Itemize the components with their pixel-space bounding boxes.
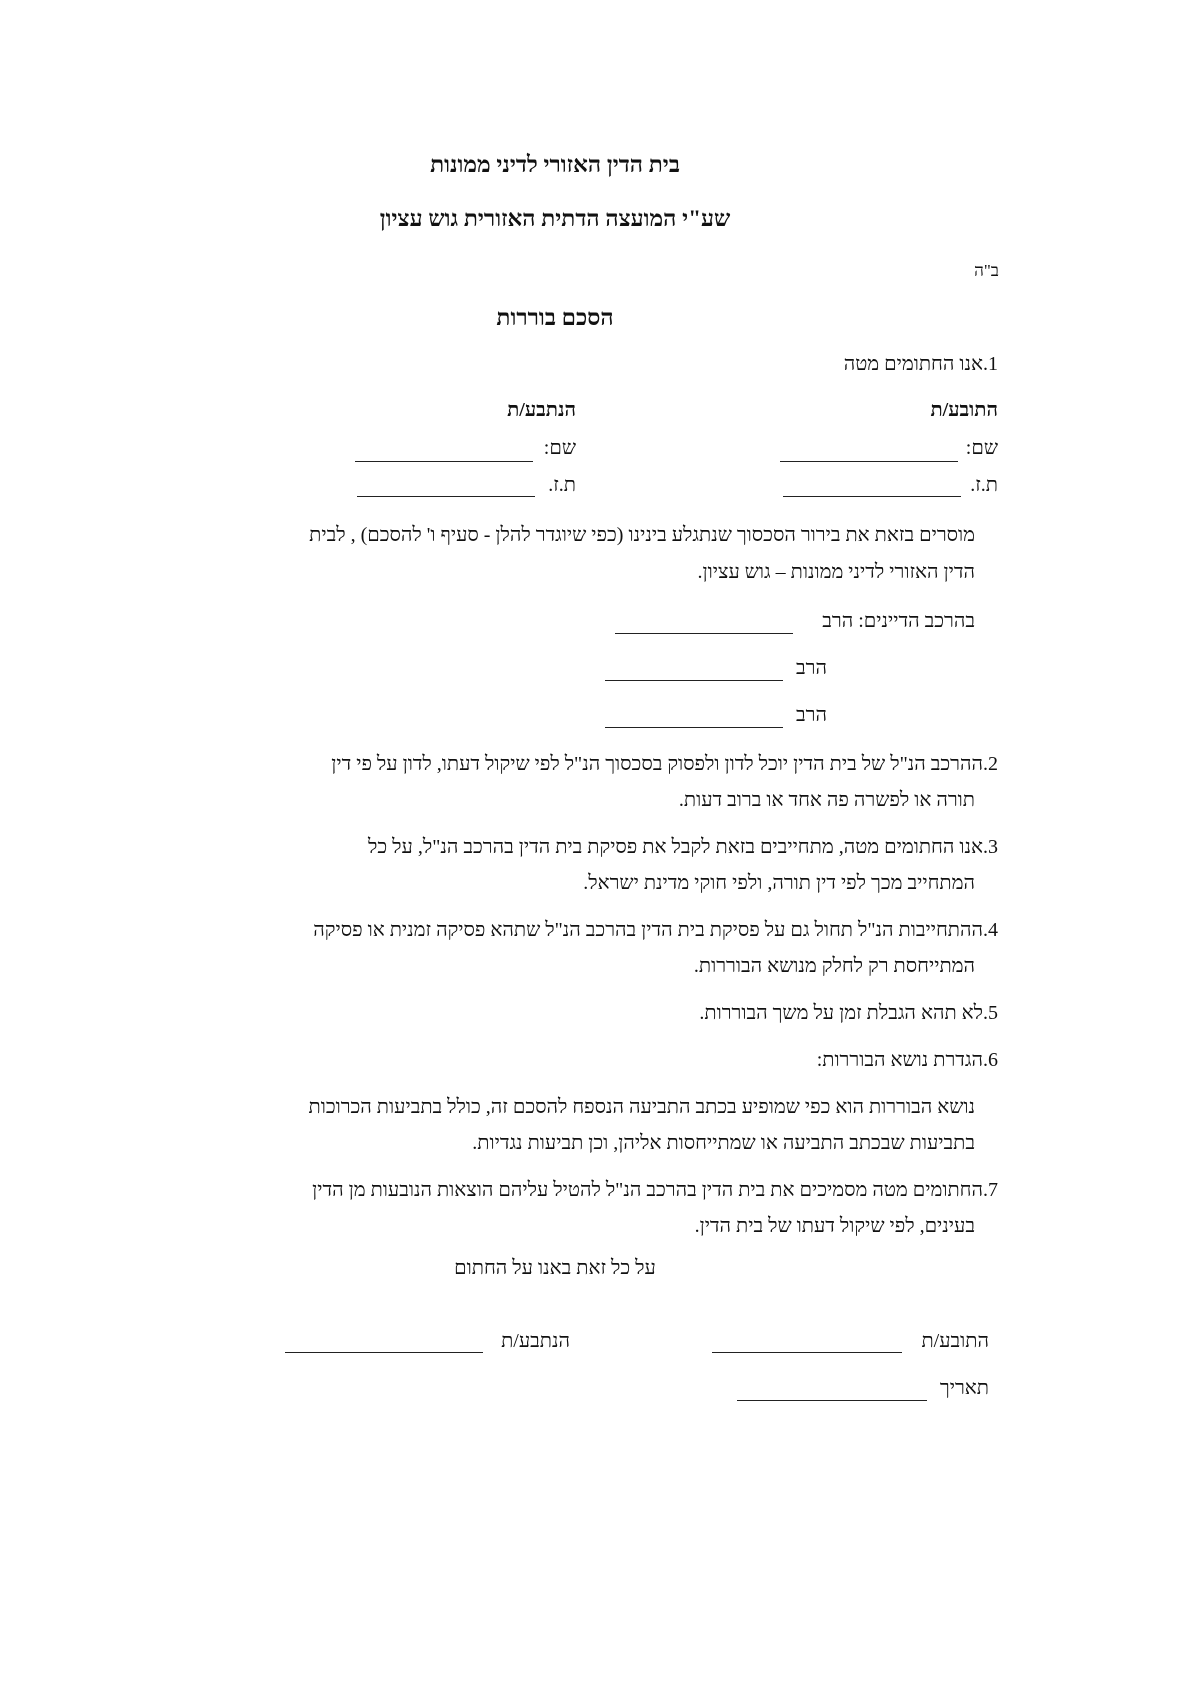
- court-name: בית הדין האזורי לדיני ממונות: [430, 152, 680, 177]
- sponsor-line: שע"י המועצה הדתית האזורית גוש עציון: [379, 206, 731, 231]
- date-label: תאריך: [939, 1377, 989, 1399]
- defendant-name-label: שם:: [543, 437, 576, 459]
- plaintiff-signature-field[interactable]: [712, 1352, 902, 1353]
- clause-3-line2: המתחייב מכך לפי דין תורה, ולפי חוקי מדינת ישראל.: [583, 872, 975, 894]
- defendant-id-field[interactable]: [357, 496, 535, 497]
- defendant-signature-field[interactable]: [285, 1352, 483, 1353]
- clause-7-line2: בעינים, לפי שיקול דעתו של בית הדין.: [694, 1215, 975, 1237]
- clause-7-number: 7.: [983, 1179, 998, 1201]
- plaintiff-id-label: ת.ז.: [970, 474, 998, 496]
- clause-6-number: 6.: [983, 1049, 998, 1071]
- clause-2-number: 2.: [983, 753, 998, 775]
- plaintiff-heading: התובע/ת: [930, 399, 998, 421]
- clause-4-text: ההתחייבות הנ"ל תחול גם על פסיקת בית הדין בהרכב הנ"ל שתהא פסיקה זמנית או פסיקה: [313, 919, 983, 941]
- clause-6-line1: נושא הבוררות הוא כפי שמופיע בכתב התביעה הנספח להסכם זה, כולל בתביעות הכרוכות: [308, 1096, 975, 1118]
- clause-6-heading: [817, 1043, 998, 1077]
- clause-2-text: ההרכב הנ"ל של בית הדין יוכל לדון ולפסוק בסכסוך הנ"ל לפי שיקול דעתו, לדון על פי דין: [331, 753, 983, 775]
- date-field[interactable]: [737, 1400, 927, 1401]
- clause-4-line2: המתייחסת רק לחלק מנושא הבוררות.: [693, 955, 975, 977]
- clause-3-text: אנו החתומים מטה, מתחייבים בזאת לקבל את פסיקת בית הדין בהרכב הנ"ל, על כל: [368, 836, 983, 858]
- clause-3-line1: [368, 830, 998, 864]
- clause-2-line2: תורה או לפשרה פה אחד או ברוב דעות.: [678, 789, 975, 811]
- clause-1-heading: [844, 353, 998, 376]
- clause-6-text: הגדרת נושא הבוררות:: [816, 1049, 983, 1071]
- clause-2-line1: [331, 747, 998, 781]
- clause-5-line: [699, 996, 998, 1030]
- rabbi-3-label: הרב: [796, 704, 827, 726]
- page-title: הסכם בוררות: [496, 305, 614, 330]
- judge-1-field[interactable]: [615, 633, 793, 634]
- clause-7-line1: [312, 1173, 998, 1207]
- plaintiff-id-field[interactable]: [783, 496, 961, 497]
- plaintiff-signature-label: התובע/ת: [921, 1330, 989, 1352]
- clause-4-number: 4.: [983, 919, 998, 941]
- clause-5-number: 5.: [983, 1002, 998, 1024]
- clause-1-body-line2: הדין האזורי לדיני ממונות – גוש עציון.: [697, 561, 975, 583]
- judge-3-field[interactable]: [605, 727, 783, 728]
- clause-1-number: 1.: [983, 353, 998, 375]
- judge-2-field[interactable]: [605, 680, 783, 681]
- clause-4-line1: [313, 913, 998, 947]
- defendant-id-label: ת.ז.: [548, 474, 576, 496]
- defendant-heading: הנתבע/ת: [507, 399, 576, 421]
- clause-1-body-line1: מוסרים בזאת את בירור הסכסוך שנתגלע בינינו (כפי שיוגדר להלן - סעיף ו' להסכם) , לבית: [309, 524, 975, 546]
- closing-statement: על כל זאת באנו על החתום: [454, 1257, 656, 1279]
- plaintiff-name-field[interactable]: [780, 461, 958, 462]
- panel-label: בהרכב הדיינים: הרב: [822, 610, 975, 632]
- bh-mark: ב"ה: [974, 261, 999, 280]
- clause-1-text: אנו החתומים מטה: [843, 353, 983, 375]
- clause-7-text: החתומים מטה מסמיכים את בית הדין בהרכב הנ"ל להטיל עליהם הוצאות הנובעות מן הדין: [312, 1179, 983, 1201]
- defendant-name-field[interactable]: [355, 461, 533, 462]
- rabbi-2-label: הרב: [796, 657, 827, 679]
- clause-6-line2: בתביעות שבכתב התביעה או שמתייחסות אליהן, וכן תביעות נגדיות.: [472, 1132, 975, 1154]
- clause-5-text: לא תהא הגבלת זמן על משך הבוררות.: [699, 1002, 983, 1024]
- defendant-signature-label: הנתבע/ת: [501, 1330, 570, 1352]
- clause-3-number: 3.: [983, 836, 998, 858]
- plaintiff-name-label: שם:: [965, 437, 998, 459]
